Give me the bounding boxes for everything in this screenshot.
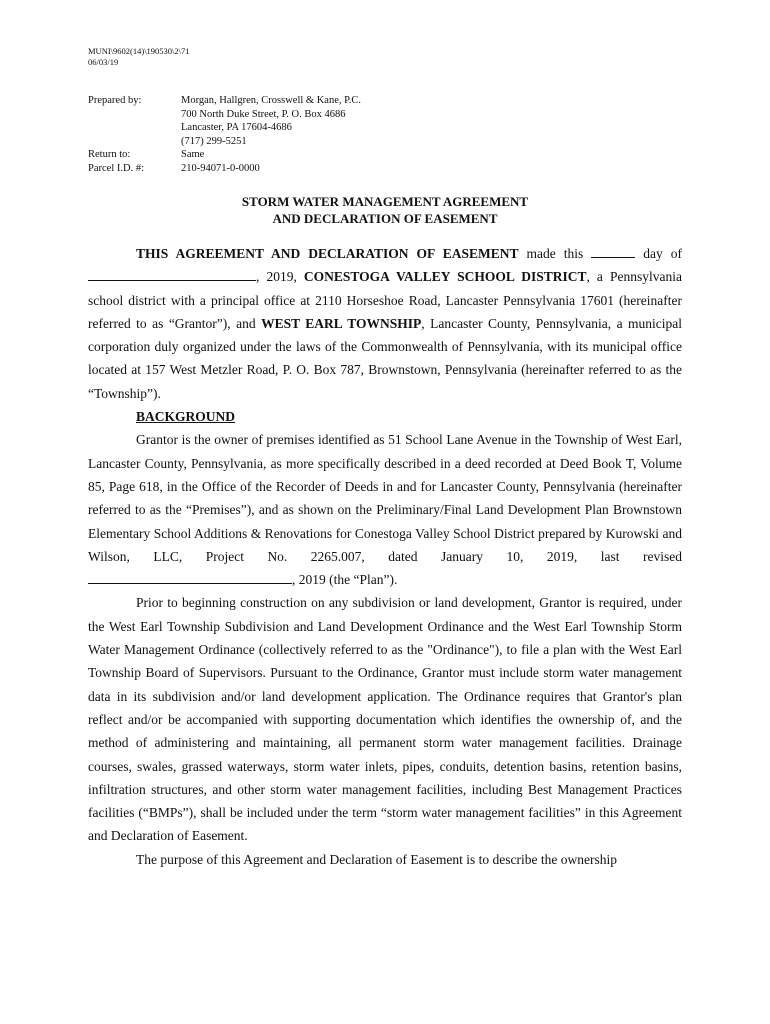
background-paragraph	[88, 428, 682, 591]
preparer-line: 700 North Duke Street, P. O. Box 4686	[181, 108, 346, 120]
file-reference-path: MUNI\9602(14)\190530\2\71	[88, 46, 190, 56]
preparer-block	[88, 94, 361, 175]
intro-paragraph	[88, 242, 682, 405]
parcel-id-value: 210-94071-0-0000	[181, 162, 260, 174]
intro-text: , Lancaster County, Pennsylvania, a municipal corporation duly organized under the laws of the Commonwealth of Pennsylvania, with its municipal office located at 157 West Metzler Road, P. O. Box 787, Brownstown, Pennsylvania (hereinafter referred to as the “Township”).	[88, 315, 683, 401]
return-to-label: Return to:	[88, 149, 131, 160]
revision-date-blank	[88, 571, 292, 584]
return-to-value: Same	[181, 149, 205, 160]
month-blank	[88, 268, 256, 281]
intro-text: made this	[518, 246, 592, 261]
background-text: , 2019 (the “Plan”).	[292, 572, 398, 588]
background-paragraph: Prior to beginning construction on any subdivision or land development, Grantor is required, under the West Earl Township Subdivision and Land Development Ordinance and the West Earl Township Storm Water Management Ordinance (collectively referred to as the "Ordinance"), to file a plan with the West Earl Township Board of Supervisors. Pursuant to the Ordinance, Grantor must include storm water management data in its subdivision and/or land development application. The Ordinance requires that Grantor's plan reflect and/or be accompanied with supporting documentation which identifies the ownership of, and the method of administering and maintaining, all permanent storm water management facilities. Drainage courses, swales, grassed waterways, storm water inlets, pipes, conduits, detention basins, retention basins, infiltration structures, and other storm water management facilities, including Best Management Practices facilities (“BMPs”), shall be included under the term “storm water management facilities” in this Agreement and Declaration of Easement.	[88, 595, 682, 844]
intro-text: , 2019,	[256, 269, 304, 285]
parcel-id-label: Parcel I.D. #:	[88, 162, 144, 174]
document-body	[88, 242, 682, 871]
file-reference	[88, 46, 190, 68]
preparer-line: Lancaster, PA 17604-4686	[181, 122, 292, 133]
intro-text: , a Pennsylvania school district with a principal office at 2110 Horseshoe Road, Lancaster Pennsylvania 17601 (hereinafter referred to as “Grantor”), and	[88, 269, 682, 331]
background-heading: BACKGROUND	[136, 409, 236, 425]
grantor-name: CONESTOGA VALLEY SCHOOL DISTRICT	[303, 269, 587, 285]
day-blank	[591, 245, 635, 258]
document-title-line: STORM WATER MANAGEMENT AGREEMENT	[241, 194, 529, 209]
township-name: WEST EARL TOWNSHIP	[261, 315, 422, 331]
file-reference-date: 06/03/19	[88, 57, 119, 67]
intro-lead: THIS AGREEMENT AND DECLARATION OF EASEMENT	[136, 246, 519, 261]
preparer-line: Morgan, Hallgren, Crosswell & Kane, P.C.	[181, 95, 362, 106]
intro-text: day of	[635, 246, 682, 261]
background-text: Grantor is the owner of premises identified as 51 School Lane Avenue in the Township of West Earl, Lancaster County, Pennsylvania, as more specifically described in a deed recorded at Deed Book T, Volume 85, Page 618, in the Office of the Recorder of Deeds in and for Lancaster County, Pennsylvania (hereinafter referred to as the “Premises”), and as shown on the Preliminary/Final Land Development Plan Brownstown Elementary School Additions & Renovations for Conestoga Valley School District prepared by Kurowski and Wilson, LLC, Project No. 2265.007, dated January 10, 2019, last revised	[88, 432, 682, 564]
prepared-by-value	[181, 94, 361, 148]
document-title-line: AND DECLARATION OF EASEMENT	[272, 211, 498, 226]
preparer-line: (717) 299-5251	[181, 135, 247, 147]
prepared-by-label: Prepared by:	[88, 95, 142, 106]
background-paragraph: The purpose of this Agreement and Declaration of Easement is to describe the ownership	[136, 851, 617, 867]
document-title	[88, 193, 682, 227]
